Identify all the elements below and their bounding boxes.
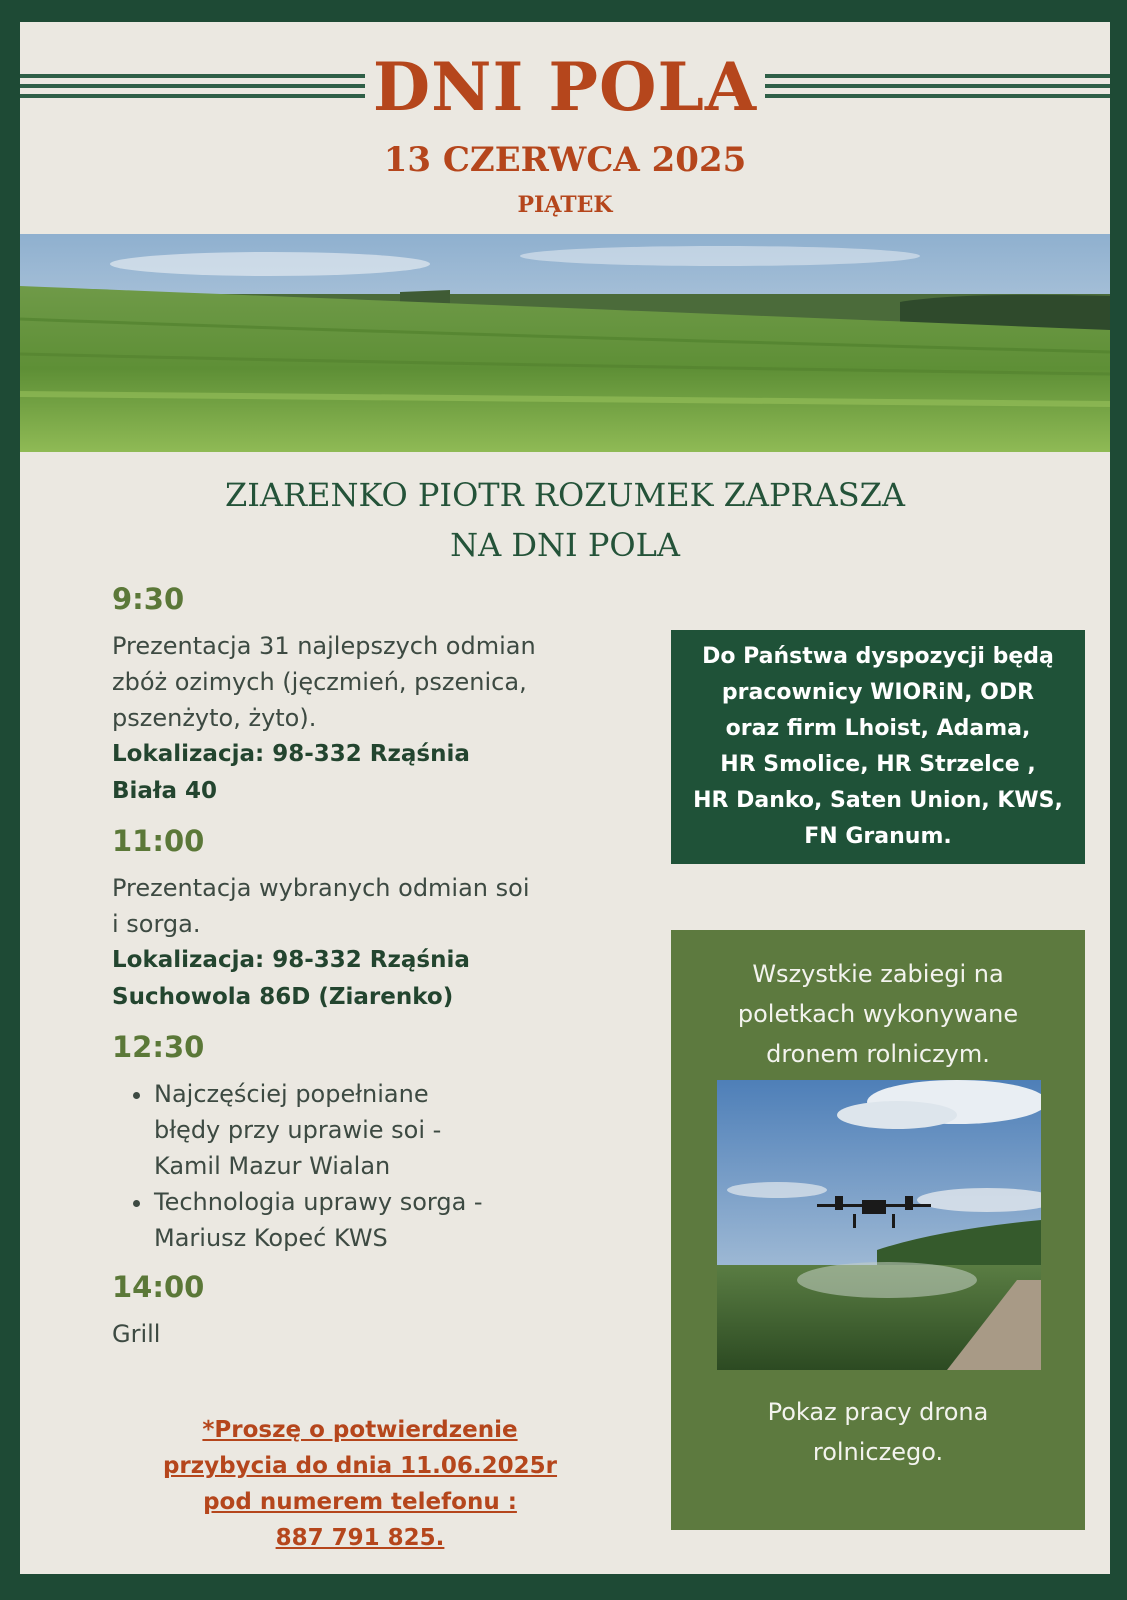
description-line: pszenżyto, żyto). <box>112 704 317 732</box>
rsvp-line: *Proszę o potwierdzenie <box>202 1417 518 1443</box>
drone-caption <box>671 1392 1085 1472</box>
schedule-location <box>112 736 572 810</box>
location-line: Lokalizacja: 98-332 Rząśnia <box>112 741 470 767</box>
rsvp-line: przybycia do dnia 11.06.2025r <box>162 1453 558 1479</box>
partners-line: FN Granum. <box>804 824 952 849</box>
partners-line: HR Danko, Saten Union, KWS, <box>693 788 1063 813</box>
rsvp-note <box>140 1412 580 1556</box>
location-line: Suchowola 86D (Ziarenko) <box>112 984 454 1010</box>
drone-box <box>671 930 1085 1530</box>
talk-line: błędy przy uprawie soi - <box>154 1116 442 1144</box>
partners-line: pracownicy WIORiN, ODR <box>721 680 1035 705</box>
talk-line: Mariusz Kopeć KWS <box>154 1224 388 1252</box>
drone-photo <box>717 1080 1041 1370</box>
headline-line-2: NA DNI POLA <box>450 526 680 564</box>
schedule <box>112 582 572 1366</box>
schedule-time: 14:00 <box>112 1270 205 1304</box>
talk-line: • Technologia uprawy sorga - <box>154 1188 483 1216</box>
schedule-location <box>112 942 572 1016</box>
schedule-time: 9:30 <box>112 582 185 616</box>
schedule-time: 11:00 <box>112 824 205 858</box>
drone-caption-line: rolniczego. <box>812 1438 944 1466</box>
location-line: Lokalizacja: 98-332 Rząśnia <box>112 947 470 973</box>
talk-item <box>154 1184 572 1256</box>
headline-line-1: ZIARENKO PIOTR ROZUMEK ZAPRASZA <box>225 476 905 514</box>
talk-line: • Najczęściej popełniane <box>154 1080 429 1108</box>
description-line: i sorga. <box>112 910 201 938</box>
talk-line: Kamil Mazur Wialan <box>154 1152 391 1180</box>
schedule-item-2 <box>112 824 572 1016</box>
drone-intro-line: poletkach wykonywane <box>737 1000 1019 1028</box>
partners-line: Do Państwa dyspozycji będą <box>702 644 1054 669</box>
schedule-time: 12:30 <box>112 1030 205 1064</box>
drone-caption-line: Pokaz pracy drona <box>767 1398 989 1426</box>
schedule-description: Grill <box>112 1320 161 1348</box>
rsvp-line: pod numerem telefonu : <box>203 1489 517 1515</box>
description-line: Prezentacja 31 najlepszych odmian <box>112 632 536 660</box>
schedule-item-3 <box>112 1030 572 1256</box>
schedule-description <box>112 628 572 736</box>
partners-line: HR Smolice, HR Strzelce , <box>720 752 1036 777</box>
invitation-headline <box>20 470 1110 570</box>
drone-intro-line: Wszystkie zabiegi na <box>752 960 1004 988</box>
schedule-item-4 <box>112 1270 572 1352</box>
partners-line: oraz firm Lhoist, Adama, <box>725 716 1031 741</box>
event-weekday: PIĄTEK <box>517 192 613 218</box>
rsvp-phone[interactable]: 887 791 825. <box>275 1525 445 1551</box>
talk-list <box>112 1076 572 1256</box>
wheat-field-photo <box>20 234 1110 452</box>
drone-intro-line: dronem rolniczym. <box>766 1040 990 1068</box>
schedule-item-1 <box>112 582 572 810</box>
description-line: zbóż ozimych (jęczmień, pszenica, <box>112 668 527 696</box>
partners-box <box>671 630 1085 864</box>
description-line: Prezentacja wybranych odmian soi <box>112 874 530 902</box>
talk-item <box>154 1076 572 1184</box>
schedule-description <box>112 870 572 942</box>
poster-title: DNI POLA <box>372 48 758 126</box>
event-date: 13 CZERWCA 2025 <box>383 140 747 180</box>
location-line: Biała 40 <box>112 778 218 804</box>
drone-intro <box>671 954 1085 1074</box>
event-poster <box>20 22 1110 1574</box>
